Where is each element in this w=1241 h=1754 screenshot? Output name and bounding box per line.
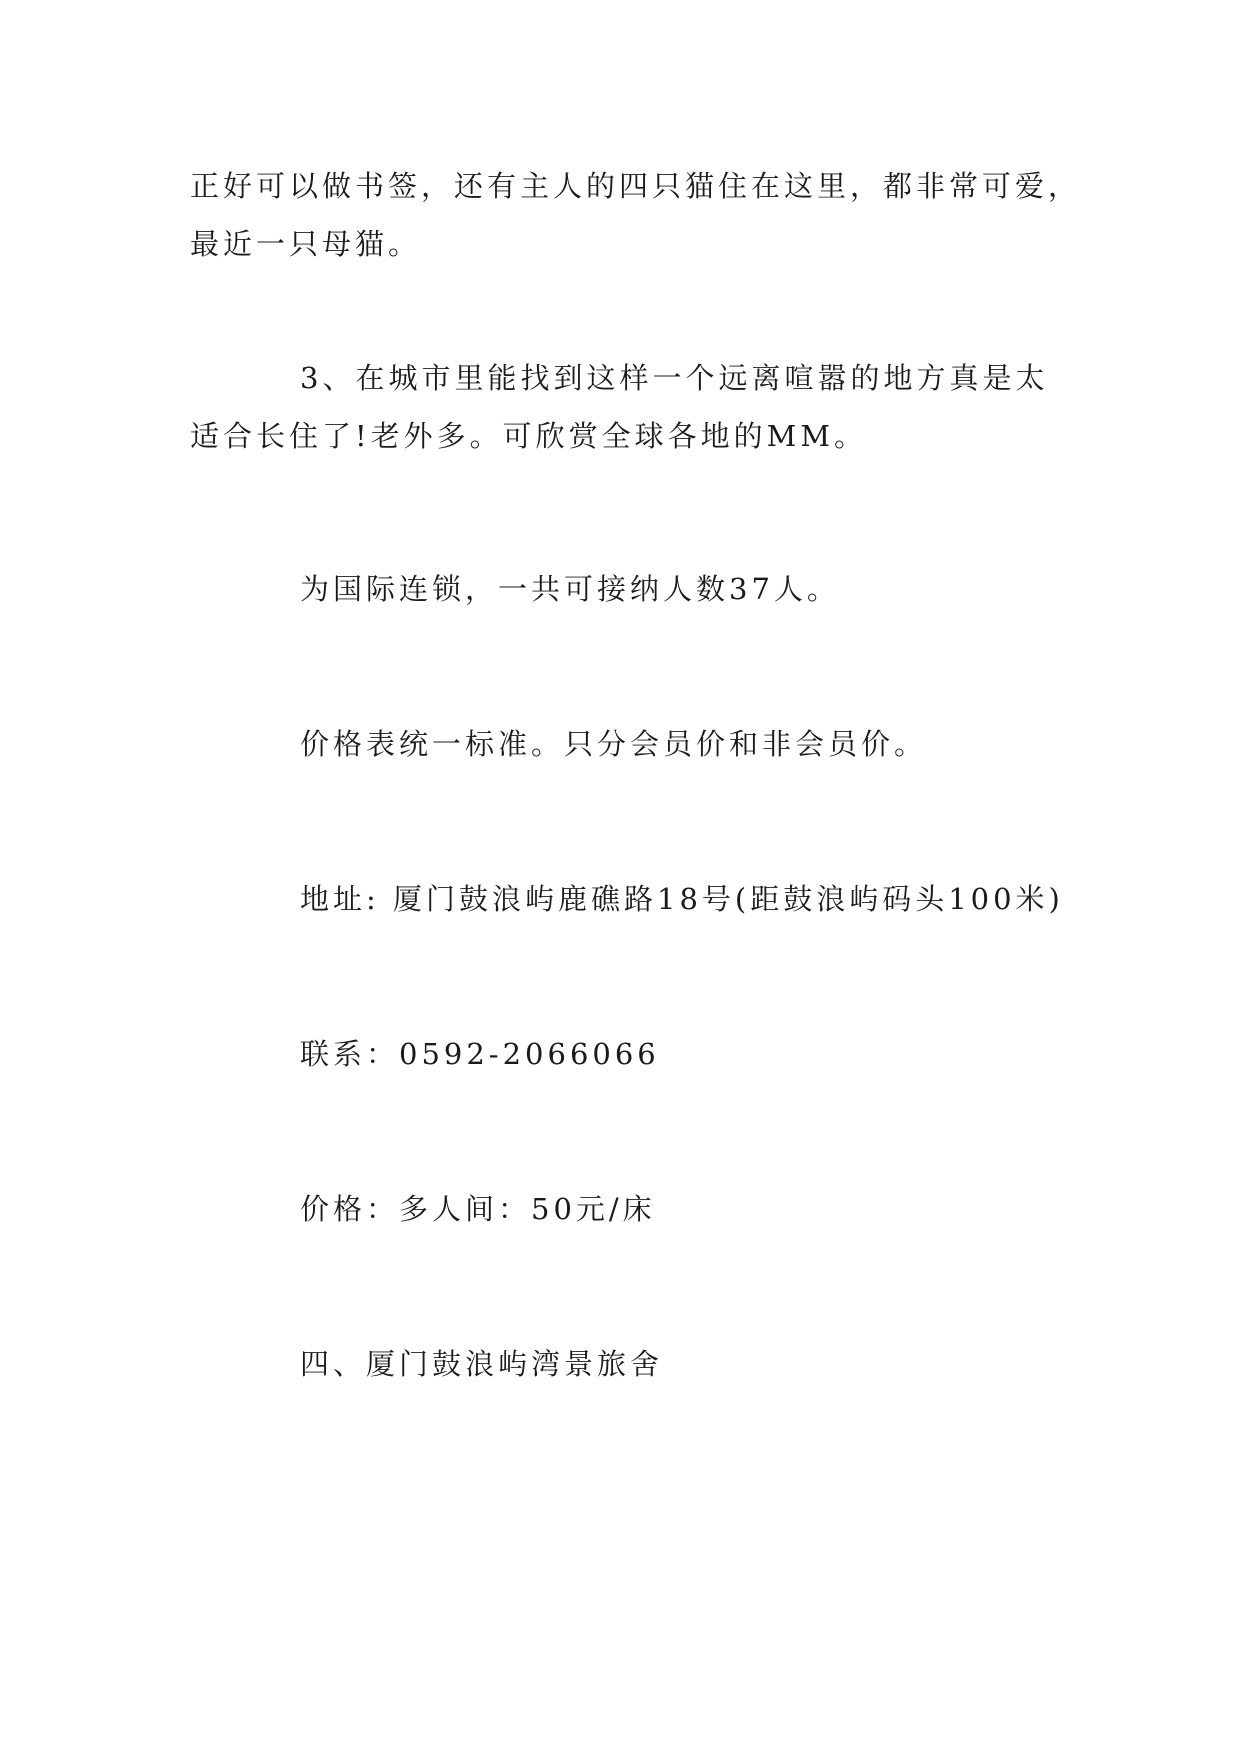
paragraph-line: 正好可以做书签，还有主人的四只猫住在这里，都非常可爱， — [190, 169, 1082, 203]
paragraph-line: 最近一只母猫。 — [190, 227, 422, 261]
paragraph-address: 地址: 厦门鼓浪屿鹿礁路18号(距鼓浪屿码头100米) — [300, 882, 1064, 916]
paragraph-contact: 联系：0592-2066066 — [300, 1037, 660, 1071]
paragraph-line: 3、在城市里能找到这样一个远离喧嚣的地方真是太 — [300, 361, 1049, 395]
paragraph-price: 价格：多人间：50元/床 — [300, 1192, 656, 1226]
paragraph-line: 适合长住了!老外多。可欣赏全球各地的MM。 — [190, 419, 868, 453]
section-heading-4: 四、厦门鼓浪屿湾景旅舍 — [300, 1347, 664, 1381]
paragraph-pricing-standard: 价格表统一标准。只分会员价和非会员价。 — [300, 727, 928, 761]
paragraph-cats — [190, 157, 1082, 273]
paragraph-chain: 为国际连锁，一共可接纳人数37人。 — [300, 572, 840, 606]
paragraph-point-3 — [190, 349, 1060, 465]
